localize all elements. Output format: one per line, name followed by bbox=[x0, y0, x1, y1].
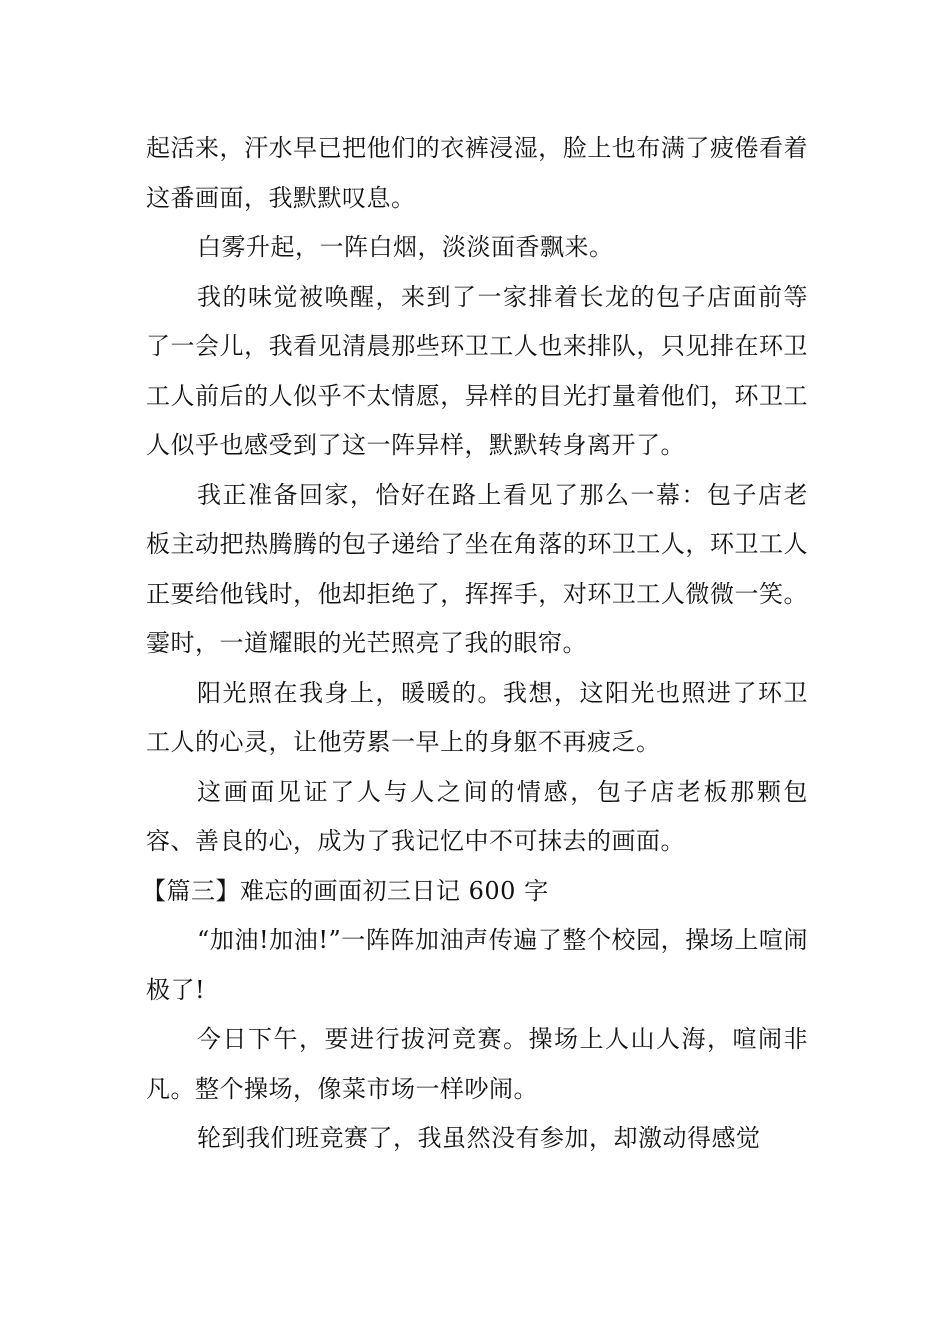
paragraph-white-mist: 白雾升起，一阵白烟，淡淡面香飘来。 bbox=[197, 233, 614, 261]
paragraph-cheering: “加油!加油!”一阵阵加油声传遍了整个校园，操场上喧闹极了! bbox=[146, 926, 808, 1004]
document-body bbox=[142, 124, 808, 1164]
paragraph-our-class-turn: 轮到我们班竞赛了，我虽然没有参加，却激动得感觉 bbox=[197, 1124, 761, 1152]
paragraph-tug-of-war: 今日下午，要进行拔河竞赛。操场上人山人海，喧闹非凡。整个操场，像菜市场一样吵闹。 bbox=[146, 1025, 808, 1103]
paragraph-sunlight: 阳光照在我身上，暖暖的。我想，这阳光也照进了环卫工人的心灵，让他劳累一早上的身躯不再疲乏。 bbox=[146, 678, 808, 756]
paragraph-continuation: 起活来，汗水早已把他们的衣裤浸湿，脸上也布满了疲倦看着这番画面，我默默叹息。 bbox=[146, 134, 808, 212]
section-heading: 【篇三】难忘的画面初三日记 600 字 bbox=[142, 876, 549, 905]
paragraph-shop-owner-gift: 我正准备回家，恰好在路上看见了那么一幕：包子店老板主动把热腾腾的包子递给了坐在角落的环卫工人，环卫工人正要给他钱时，他却拒绝了，挥挥手，对环卫工人微微一笑。霎时，一道耀眼的光芒照亮了我的眼帘。 bbox=[146, 480, 808, 657]
paragraph-bun-shop-queue: 我的味觉被唤醒，来到了一家排着长龙的包子店面前等了一会儿，我看见清晨那些环卫工人也来排队，只见排在环卫工人前后的人似乎不太情愿，异样的目光打量着他们，环卫工人似乎也感受到了这一阵异样，默默转身离开了。 bbox=[146, 282, 808, 459]
paragraph-conclusion: 这画面见证了人与人之间的情感，包子店老板那颗包容、善良的心，成为了我记忆中不可抹去的画面。 bbox=[146, 777, 808, 855]
